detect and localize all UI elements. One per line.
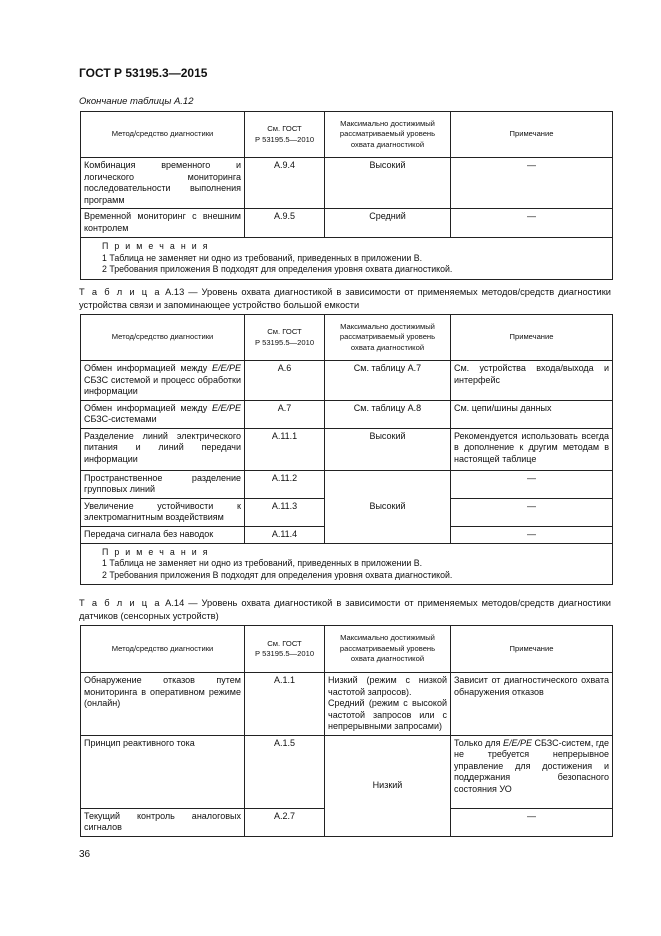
table-row [81, 209, 613, 238]
column-header-method: Метод/средство диагностики [81, 626, 245, 673]
table-header-row [81, 626, 613, 673]
method-cell: Разделение линий электрического питания и линий передачи информации [81, 428, 245, 470]
method-cell: Комбинация временного и логического мониторинга последовательности выполнения программ [81, 158, 245, 209]
column-header-note: Примечание [451, 112, 613, 158]
method-cell: Текущий контроль аналоговых сигналов [81, 808, 245, 836]
note-1: 1 Таблица не заменяет ни одно из требований, приведенных в приложении В. [102, 252, 423, 263]
notes-title: П р и м е ч а н и я [102, 546, 210, 557]
column-header-ref: См. ГОСТ Р 53195.5—2010 [245, 315, 325, 361]
page-number: 36 [79, 849, 91, 860]
ref-cell: А.11.2 [245, 470, 325, 498]
ref-cell: А.11.1 [245, 428, 325, 470]
level-low: Низкий (режим с низкой частотой запросов). [328, 675, 447, 697]
caption-prefix: Т а б л и ц а [79, 598, 162, 608]
table-a14 [80, 625, 613, 837]
method-cell: Обнаружение отказов путем мониторинга в оперативном режиме (онлайн) [81, 673, 245, 736]
method-text: Обмен информацией между [84, 402, 212, 413]
level-cell: См. таблицу А.8 [325, 400, 451, 428]
note-cell: — [451, 470, 613, 498]
note-2: 2 Требования приложения В подходят для определения уровня охвата диагностикой. [102, 569, 453, 580]
note-cell: — [451, 209, 613, 238]
method-text: Обмен информацией между [84, 363, 212, 373]
column-header-level: Максимально достижимый рассматриваемый уровень охвата диагностикой [325, 626, 451, 673]
notes-cell [81, 543, 613, 585]
column-header-note: Примечание [451, 315, 613, 361]
notes-cell [81, 238, 613, 280]
table-header-row [81, 315, 613, 361]
ref-cell: А.7 [245, 400, 325, 428]
column-header-ref: См. ГОСТ Р 53195.5—2010 [245, 112, 325, 158]
method-text: СБЗС-системами [84, 414, 157, 424]
method-cell: Увеличение устойчивости к электромагнитным воздействиям [81, 498, 245, 526]
notes-title: П р и м е ч а н и я [102, 241, 210, 251]
method-cell: Передача сигнала без наводок [81, 526, 245, 543]
ref-cell: А.9.4 [245, 158, 325, 209]
table-a12-caption: Окончание таблицы А.12 [79, 96, 194, 107]
method-italic: Е/Е/РЕ [211, 402, 241, 413]
method-cell [81, 361, 245, 401]
ref-cell: А.2.7 [245, 808, 325, 836]
note-text: Только для [454, 737, 503, 748]
level-cell: Высокий [325, 470, 451, 543]
table-row [81, 400, 613, 428]
ref-cell: А.1.5 [245, 735, 325, 808]
table-row [81, 735, 613, 808]
method-cell: Пространственное разделение групповых линий [81, 470, 245, 498]
ref-cell: А.1.1 [245, 673, 325, 736]
table-a13-caption [79, 286, 611, 312]
level-cell: Низкий [325, 735, 451, 836]
method-italic: Е/Е/РЕ [211, 363, 241, 373]
note-cell: — [451, 498, 613, 526]
notes-row [81, 543, 613, 585]
table-a12 [80, 111, 613, 280]
column-header-method: Метод/средство диагностики [81, 112, 245, 158]
note-2: 2 Требования приложения В подходят для определения уровня охвата диагностикой. [102, 264, 453, 274]
document-title: ГОСТ Р 53195.3—2015 [79, 66, 208, 80]
level-cell: Средний [325, 209, 451, 238]
table-a13 [80, 314, 613, 585]
note-cell: — [451, 808, 613, 836]
note-1: 1 Таблица не заменяет ни одно из требований, приведенных в приложении В. [102, 558, 423, 568]
level-cell: Высокий [325, 428, 451, 470]
method-cell: Временной мониторинг с внешним контролем [81, 209, 245, 238]
table-a14-caption [79, 597, 611, 623]
ref-cell: А.9.5 [245, 209, 325, 238]
level-cell: См. таблицу А.7 [325, 361, 451, 401]
table-header-row [81, 112, 613, 158]
caption-text: А.14 — Уровень охвата диагностикой в зависимости от применяемых методов/средств диагностики датчиков (сенсорных устройств) [79, 598, 612, 621]
notes-row [81, 238, 613, 280]
column-header-ref: См. ГОСТ Р 53195.5—2010 [245, 626, 325, 673]
method-cell [81, 400, 245, 428]
table-row [81, 470, 613, 498]
note-cell: См. устройства входа/выхода и интерфейс [451, 361, 613, 401]
method-cell: Принцип реактивного тока [81, 735, 245, 808]
note-italic: Е/Е/РЕ [502, 737, 532, 748]
ref-cell: А.6 [245, 361, 325, 401]
column-header-level: Максимально достижимый рассматриваемый уровень охвата диагностикой [325, 315, 451, 361]
table-row [81, 673, 613, 736]
ref-cell: А.11.3 [245, 498, 325, 526]
note-cell: — [451, 158, 613, 209]
note-text: СБЗС-систем, где не требуется непрерывное управление для достижения и поддержания безопасного состояния УО [454, 737, 609, 794]
note-cell: Рекомендуется использовать всегда в дополнение к другим методам в настоящей таблице [451, 428, 613, 470]
level-medium: Средний (режим с высокой частотой запросов или с непрерывными запросами) [328, 698, 447, 731]
method-text: СБЗС системой и процесс обработки информации [84, 374, 241, 396]
table-row [81, 428, 613, 470]
ref-cell: А.11.4 [245, 526, 325, 543]
caption-prefix: Т а б л и ц а [79, 287, 162, 297]
note-cell: Зависит от диагностического охвата обнаружения отказов [451, 673, 613, 736]
level-cell: Высокий [325, 158, 451, 209]
column-header-level: Максимально достижимый рассматриваемый уровень охвата диагностикой [325, 112, 451, 158]
note-cell: — [451, 526, 613, 543]
column-header-note: Примечание [451, 626, 613, 673]
column-header-method: Метод/средство диагностики [81, 315, 245, 361]
level-cell [325, 673, 451, 736]
table-row [81, 158, 613, 209]
note-cell [451, 735, 613, 808]
note-cell: См. цепи/шины данных [451, 400, 613, 428]
caption-text: А.13 — Уровень охвата диагностикой в зависимости от применяемых методов/средств диагностики устройства связи и запоминающее устройство большой емкости [79, 287, 612, 310]
table-row [81, 361, 613, 401]
